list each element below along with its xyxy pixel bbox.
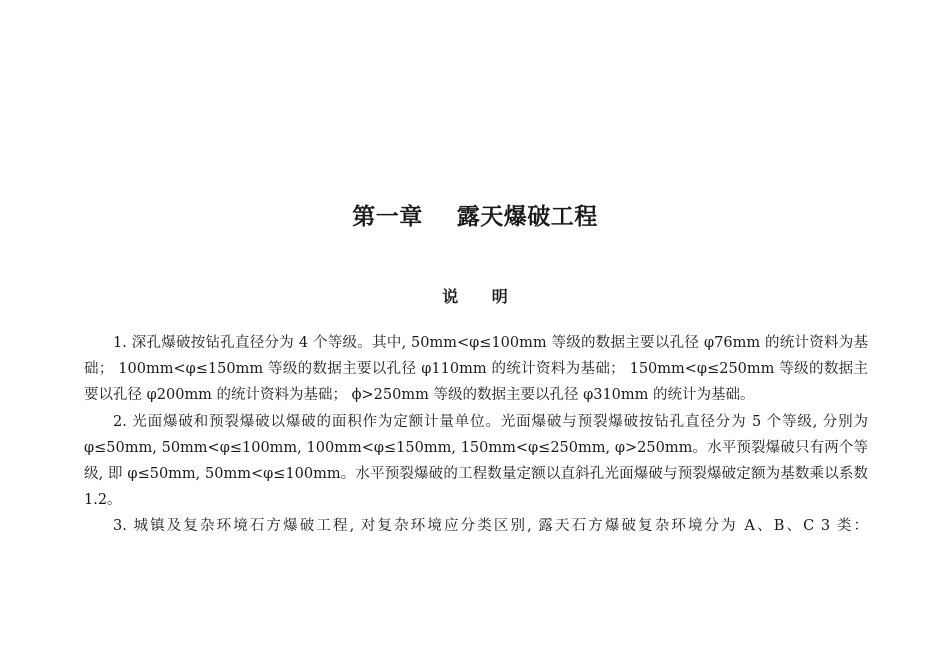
paragraph-2: 2. 光面爆破和预裂爆破以爆破的面积作为定额计量单位。光面爆破与预裂爆破按钻孔直径分为 5 个等级, 分别为 φ≤50mm, 50mm<φ≤100mm, 100mm<φ≤150mm, 150mm<φ≤250mm, φ>250mm。水平预裂爆破只有两个等级, 即 φ≤50mm, 50mm<φ≤100mm。水平预裂爆破的工程数量定额以直斜孔光面爆破与预裂爆破定额为基数乘以系数 1.2。 bbox=[84, 413, 868, 509]
document-body bbox=[84, 330, 868, 540]
paragraph-1: 1. 深孔爆破按钻孔直径分为 4 个等级。其中, 50mm<φ≤100mm 等级的数据主要以孔径 φ76mm 的统计资料为基础； 100mm<φ≤150mm 等级的数据主要以孔径 φ110mm 的统计资料为基础； 150mm<φ≤250mm 等级的数据主要以孔径 φ200mm 的统计资料为基础； ϕ>250mm 等级的数据主要以孔径 φ310mm 的统计为基础。 bbox=[84, 335, 868, 404]
section-title: 说 明 bbox=[442, 287, 508, 306]
chapter-title: 第一章 露天爆破工程 bbox=[352, 203, 598, 230]
paragraph-3: 3. 城镇及复杂环境石方爆破工程, 对复杂环境应分类区别, 露天石方爆破复杂环境分为 A、B、C 3 类： bbox=[113, 518, 868, 535]
